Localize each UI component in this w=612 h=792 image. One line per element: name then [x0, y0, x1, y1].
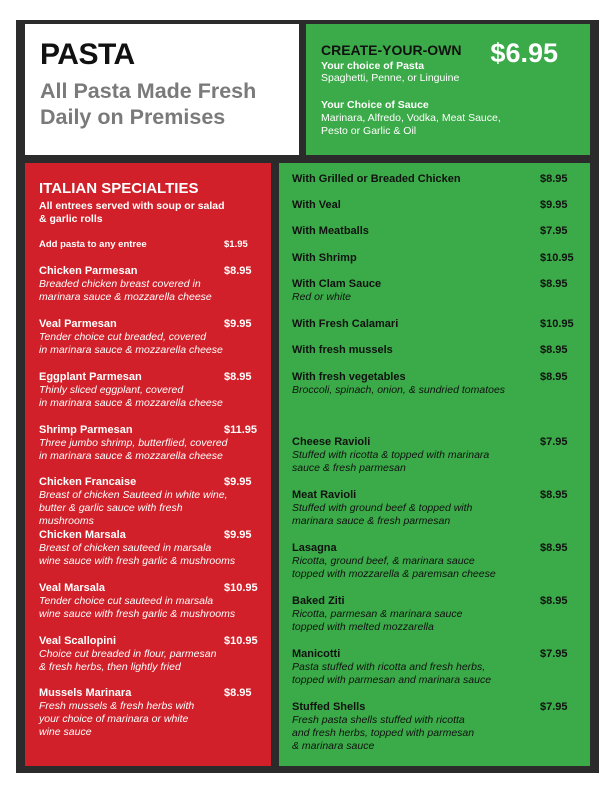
add-pasta-price: $1.95 [224, 239, 248, 250]
create-your-own-heading: CREATE-YOUR-OWN [321, 42, 462, 58]
menu-item-name: With Veal [292, 199, 341, 211]
page-title: PASTA [40, 38, 135, 71]
title-panel [25, 24, 299, 155]
menu-item [39, 318, 239, 357]
menu-item-price: $9.95 [224, 476, 252, 488]
menu-item [39, 371, 239, 410]
menu-item-description: Three jumbo shrimp, butterflied, covered in marinara sauce & mozzarella cheese [39, 437, 228, 462]
menu-item-price: $7.95 [540, 436, 568, 448]
menu-item-name: With Fresh Calamari [292, 318, 399, 330]
menu-item-description: Thinly sliced eggplant, covered in marinara sauce & mozzarella cheese [39, 384, 223, 409]
create-your-own-price: $6.95 [490, 38, 558, 68]
menu-item-price: $7.95 [540, 701, 568, 713]
menu-item-name: With fresh mussels [292, 344, 393, 356]
italian-specialties-panel [25, 163, 271, 766]
menu-item-description: Choice cut breaded in flour, parmesan & fresh herbs, then lightly fried [39, 648, 217, 673]
menu-item [292, 489, 532, 528]
menu-item [292, 542, 532, 581]
menu-item-price: $9.95 [224, 318, 252, 330]
menu-item-description: Fresh mussels & fresh herbs with your choice of marinara or white wine sauce [39, 700, 195, 738]
menu-item-name: Cheese Ravioli [292, 436, 371, 448]
menu-item-price: $8.95 [540, 595, 568, 607]
menu-item [39, 476, 239, 528]
menu-item-name: Meat Ravioli [292, 489, 357, 501]
menu-item-description: Tender choice cut breaded, covered in marinara sauce & mozzarella cheese [39, 331, 223, 356]
menu-item [292, 701, 532, 753]
sauce-choice-label: Your Choice of Sauce [321, 99, 429, 111]
menu-item-name: With Meatballs [292, 225, 369, 237]
sauce-choice-options-2: Pesto or Garlic & Oil [321, 125, 417, 137]
menu-item [292, 252, 532, 265]
menu-item-description: Breaded chicken breast covered in marinara sauce & mozzarella cheese [39, 278, 212, 303]
pasta-choice-options: Spaghetti, Penne, or Linguine [321, 72, 460, 84]
menu-item [292, 225, 532, 238]
menu-item-name: Eggplant Parmesan [39, 371, 142, 383]
menu-item-price: $8.95 [540, 278, 568, 290]
page-subtitle [40, 78, 298, 130]
menu-item-description: Broccoli, spinach, onion, & sundried tomatoes [292, 384, 506, 396]
menu-item-description: Breast of chicken sauteed in marsala wine sauce with fresh garlic & mushrooms [39, 542, 236, 567]
menu-item-description: Fresh pasta shells stuffed with ricotta and fresh herbs, topped with parmesan & marinara sauce [292, 714, 475, 752]
menu-item [292, 371, 532, 397]
menu-item-name: Mussels Marinara [39, 687, 132, 699]
subtitle-line-1: All Pasta Made Fresh [40, 79, 257, 103]
menu-item-description: Pasta stuffed with ricotta and fresh herbs, topped with parmesan and marinara sauce [292, 661, 492, 686]
menu-item-price: $8.95 [540, 344, 568, 356]
menu-item [292, 595, 532, 634]
menu-item-price: $8.95 [540, 173, 568, 185]
menu-item-name: Lasagna [292, 542, 337, 554]
menu-item-description: Breast of chicken Sauteed in white wine, butter & garlic sauce with fresh mushrooms [39, 489, 228, 527]
menu-item-name: Shrimp Parmesan [39, 424, 133, 436]
menu-item-name: With Grilled or Breaded Chicken [292, 173, 461, 185]
menu-item [292, 173, 532, 186]
menu-item [292, 344, 532, 357]
menu-item [292, 199, 532, 212]
menu-item-description: Tender choice cut sauteed in marsala wine sauce with fresh garlic & mushrooms [39, 595, 236, 620]
menu-item [39, 265, 239, 304]
menu-item-price: $8.95 [224, 687, 252, 699]
menu-item [292, 648, 532, 687]
menu-item-price: $9.95 [224, 529, 252, 541]
menu-item-name: Veal Parmesan [39, 318, 117, 330]
specialties-heading: ITALIAN SPECIALTIES [39, 180, 199, 197]
menu-item-name: Baked Ziti [292, 595, 345, 607]
menu-item [292, 318, 532, 331]
menu-item [39, 529, 239, 568]
add-pasta-label: Add pasta to any entree [39, 239, 147, 250]
menu-item-description: Ricotta, ground beef, & marinara sauce topped with mozzarella & paremsan cheese [292, 555, 496, 580]
menu-item-price: $8.95 [224, 265, 252, 277]
menu-item-price: $8.95 [224, 371, 252, 383]
menu-item-name: With fresh vegetables [292, 371, 406, 383]
create-your-own-panel [306, 24, 590, 155]
menu-item [292, 278, 532, 304]
menu-item-name: Veal Marsala [39, 582, 106, 594]
pasta-choice-label: Your choice of Pasta [321, 60, 425, 72]
menu-item [39, 635, 239, 674]
menu-item-description: Stuffed with ground beef & topped with marinara sauce & fresh parmesan [292, 502, 473, 527]
menu-item-price: $8.95 [540, 489, 568, 501]
menu-item-price: $7.95 [540, 648, 568, 660]
menu-item-name: Manicotti [292, 648, 341, 660]
menu-item-description: Ricotta, parmesan & marinara sauce topped with melted mozzarella [292, 608, 463, 633]
menu-item [39, 424, 239, 463]
menu-item-price: $8.95 [540, 542, 568, 554]
subtitle-line-2: Daily on Premises [40, 105, 226, 129]
menu-item-price: $9.95 [540, 199, 568, 211]
menu-item [292, 436, 532, 475]
menu-item-price: $10.95 [540, 318, 574, 330]
menu-item-name: With Shrimp [292, 252, 357, 264]
menu-item-price: $8.95 [540, 371, 568, 383]
menu-item [39, 687, 239, 739]
menu-item-name: Stuffed Shells [292, 701, 366, 713]
menu-item-name: Chicken Parmesan [39, 265, 138, 277]
menu-item-description: Stuffed with ricotta & topped with marinara sauce & fresh parmesan [292, 449, 490, 474]
menu-item-price: $10.95 [224, 582, 258, 594]
specialties-note: All entrees served with soup or salad & garlic rolls [39, 200, 225, 225]
menu-item-description: Red or white [292, 291, 351, 303]
menu-item-price: $7.95 [540, 225, 568, 237]
menu-item-name: With Clam Sauce [292, 278, 382, 290]
menu-item-name: Veal Scallopini [39, 635, 117, 647]
menu-item-price: $10.95 [540, 252, 574, 264]
sauce-choice-options-1: Marinara, Alfredo, Vodka, Meat Sauce, [321, 112, 501, 124]
menu-item [39, 582, 239, 621]
menu-item-name: Chicken Francaise [39, 476, 137, 488]
menu-item-price: $11.95 [224, 424, 258, 436]
pasta-panel [279, 163, 590, 766]
menu-item-name: Chicken Marsala [39, 529, 126, 541]
menu-item-price: $10.95 [224, 635, 258, 647]
